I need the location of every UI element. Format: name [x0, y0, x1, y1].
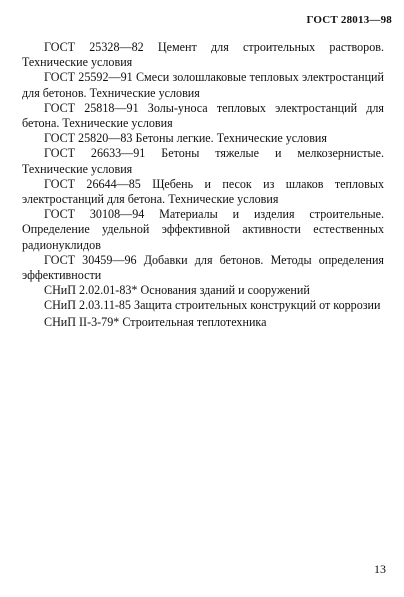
reference-item: ГОСТ 25818—91 Золы-уноса тепловых электростанций для бетона. Технические условия [22, 100, 384, 131]
reference-item: ГОСТ 25820—83 Бетоны легкие. Технические условия [44, 131, 327, 146]
page-number: 13 [374, 562, 386, 576]
reference-item: СНиП 2.03.11-85 Защита строительных конструкций от коррозии [44, 298, 381, 313]
document-code-header: ГОСТ 28013—98 [306, 14, 392, 26]
reference-item: ГОСТ 26644—85 Щебень и песок из шлаков тепловых электростанций для бетона. Технические условия [22, 176, 384, 207]
reference-item: ГОСТ 30108—94 Материалы и изделия строительные. Определение удельной эффективной активности естественных радионуклидов [22, 207, 384, 252]
reference-item: ГОСТ 30459—96 Добавки для бетонов. Методы определения эффективности [22, 252, 384, 283]
reference-item: ГОСТ 25592—91 Смеси золошлаковые тепловых электростанций для бетонов. Технические условия [22, 70, 384, 100]
reference-item: СНиП 2.02.01-83* Основания зданий и сооружений [44, 283, 310, 298]
reference-item: СНиП II-3-79* Строительная теплотехника [44, 314, 267, 329]
reference-item: ГОСТ 25328—82 Цемент для строительных растворов. Технические условия [22, 40, 384, 70]
normative-references-list [22, 40, 384, 330]
reference-item: ГОСТ 26633—91 Бетоны тяжелые и мелкозернистые. Технические условия [22, 146, 384, 176]
